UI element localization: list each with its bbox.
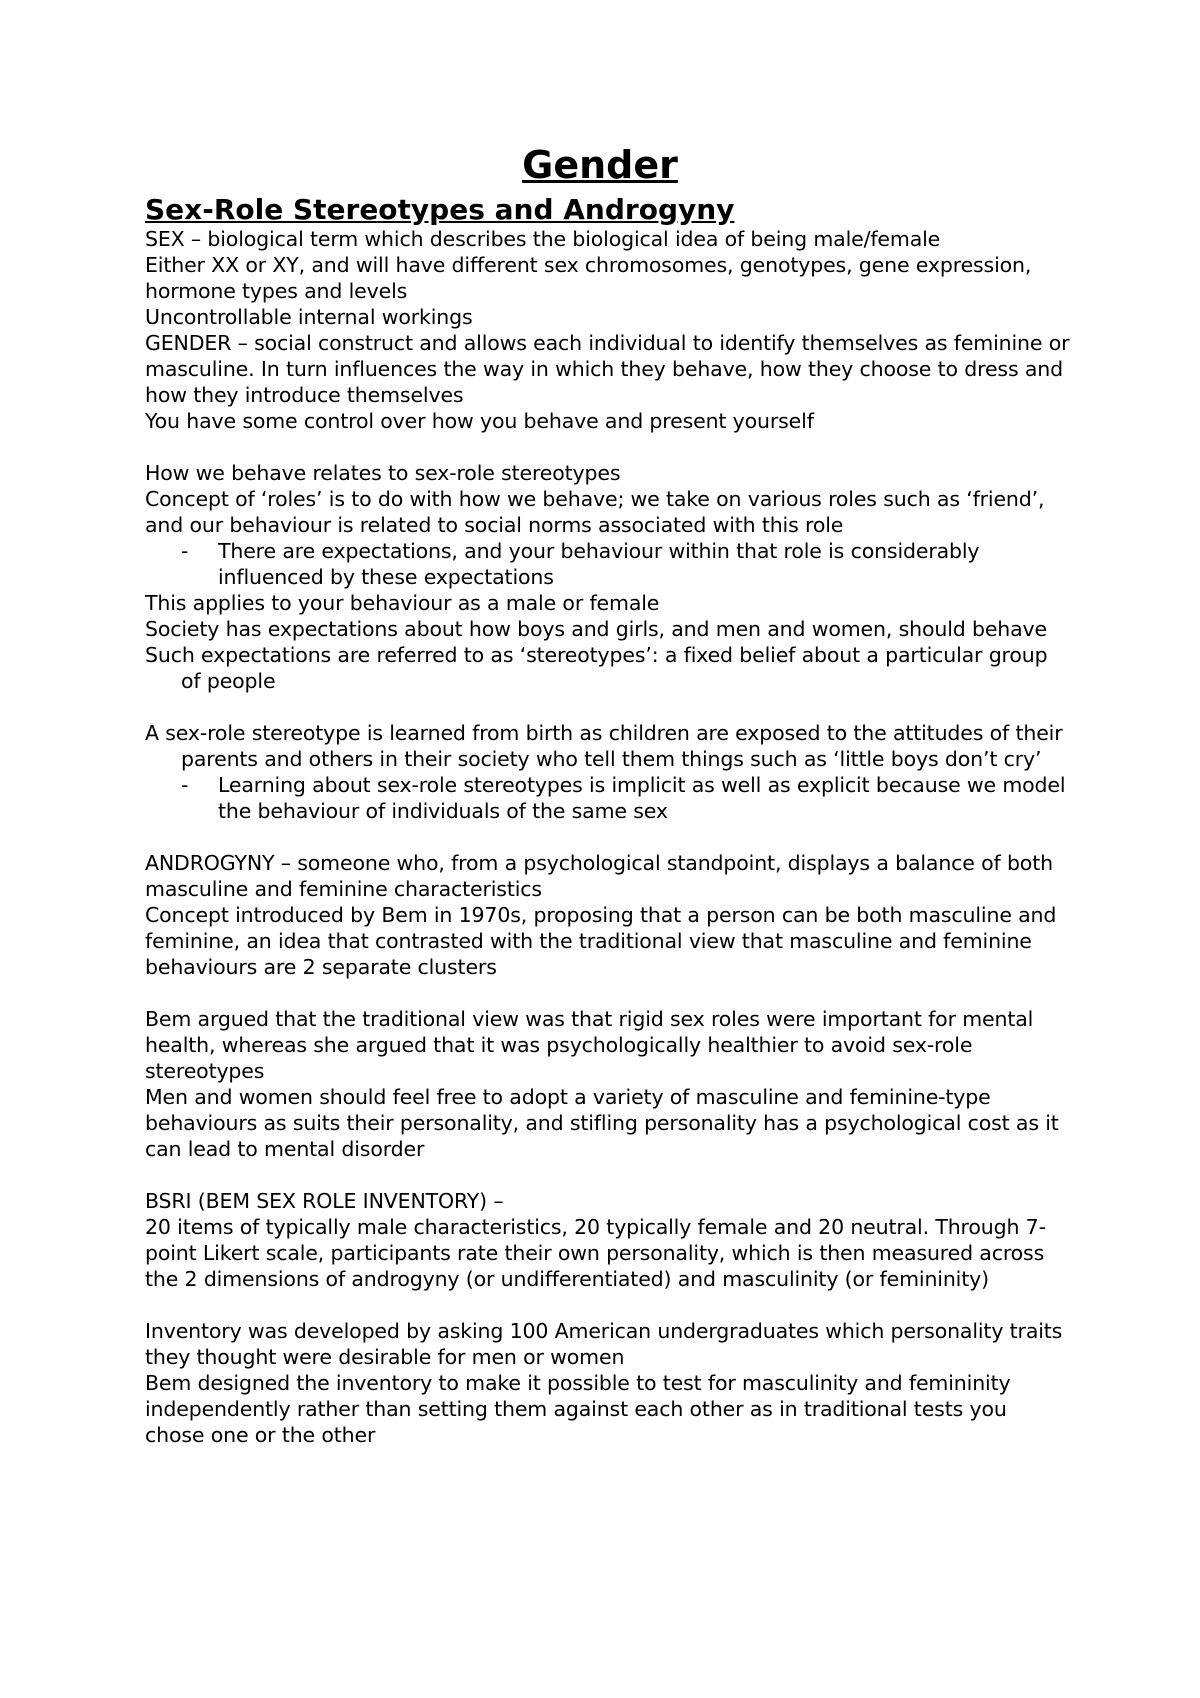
- bullet-marker: -: [181, 539, 189, 563]
- paragraph-society: Society has expectations about how boys and girls, and men and women, should behave: [145, 617, 1047, 641]
- paragraph-bem-designed: Bem designed the inventory to make it possible to test for masculinity and femininity independently rather than setting them against each other as in traditional tests you chose one or the other: [145, 1371, 1011, 1447]
- paragraph-bsri-items: 20 items of typically male characteristics, 20 typically female and 20 neutral. Through 7-point Likert scale, participants rate their own personality, which is then measured across the 2 dimensions of androgyny (or undifferentiated) and masculinity (or femininity): [145, 1215, 1046, 1291]
- bullet-marker: -: [181, 773, 189, 797]
- paragraph-spacer: [145, 694, 1070, 720]
- bullet-item: [145, 772, 1070, 824]
- document-body: [145, 226, 1070, 1448]
- bullet-item: [145, 538, 1070, 590]
- paragraph-bem-argued: Bem argued that the traditional view was that rigid sex roles were important for mental health, whereas she argued that it was psychologically healthier to avoid sex-role stereotypes: [145, 1007, 1034, 1083]
- paragraph-men-women: Men and women should feel free to adopt a variety of masculine and feminine-type behaviours as suits their personality, and stifling personality has a psychological cost as it can lead to mental disorder: [145, 1085, 1059, 1161]
- paragraph-male-female: This applies to your behaviour as a male or female: [145, 591, 660, 615]
- paragraph-androgyny-definition: ANDROGYNY – someone who, from a psychological standpoint, displays a balance of both masculine and feminine characteristics: [145, 851, 1053, 901]
- paragraph-sex-definition: SEX – biological term which describes the biological idea of being male/female: [145, 227, 941, 251]
- paragraph-spacer: [145, 1162, 1070, 1188]
- paragraph-uncontrollable: Uncontrollable internal workings: [145, 305, 473, 329]
- paragraph-bem-concept: Concept introduced by Bem in 1970s, proposing that a person can be both masculine and feminine, an idea that contrasted with the traditional view that masculine and feminine behaviours are 2 separate clusters: [145, 903, 1057, 979]
- paragraph-spacer: [145, 824, 1070, 850]
- bullet-text-expectations: There are expectations, and your behaviour within that role is considerably influenced by these expectations: [218, 539, 980, 589]
- bullet-text-implicit: Learning about sex-role stereotypes is implicit as well as explicit because we model the behaviour of individuals of the same sex: [218, 773, 1066, 823]
- paragraph-spacer: [145, 980, 1070, 1006]
- paragraph-inventory: Inventory was developed by asking 100 American undergraduates which personality traits they thought were desirable for men or women: [145, 1319, 1063, 1369]
- page-title: Gender: [522, 143, 678, 187]
- paragraph-control: You have some control over how you behave and present yourself: [145, 409, 814, 433]
- paragraph-roles: Concept of ‘roles’ is to do with how we behave; we take on various roles such as ‘friend’, and our behaviour is related to social norms associated with this role: [145, 487, 1045, 537]
- paragraph-learned: A sex-role stereotype is learned from birth as children are exposed to the attitudes of their parents and others in their society who tell them things such as ‘little boys don’t cry’: [145, 721, 1063, 771]
- paragraph-spacer: [145, 1292, 1070, 1318]
- section-heading: Sex-Role Stereotypes and Androgyny: [145, 193, 735, 226]
- paragraph-gender-definition: GENDER – social construct and allows each individual to identify themselves as feminine or masculine. In turn influences the way in which they behave, how they choose to dress and how they introduce themselves: [145, 331, 1070, 407]
- paragraph-bsri-heading: BSRI (BEM SEX ROLE INVENTORY) –: [145, 1189, 504, 1213]
- paragraph-stereotypes: Such expectations are referred to as ‘stereotypes’: a fixed belief about a particular group of people: [145, 643, 1048, 693]
- paragraph-chromosomes: Either XX or XY, and will have different sex chromosomes, genotypes, gene expression, hormone types and levels: [145, 253, 1032, 303]
- paragraph-behaviour: How we behave relates to sex-role stereotypes: [145, 461, 621, 485]
- paragraph-spacer: [145, 434, 1070, 460]
